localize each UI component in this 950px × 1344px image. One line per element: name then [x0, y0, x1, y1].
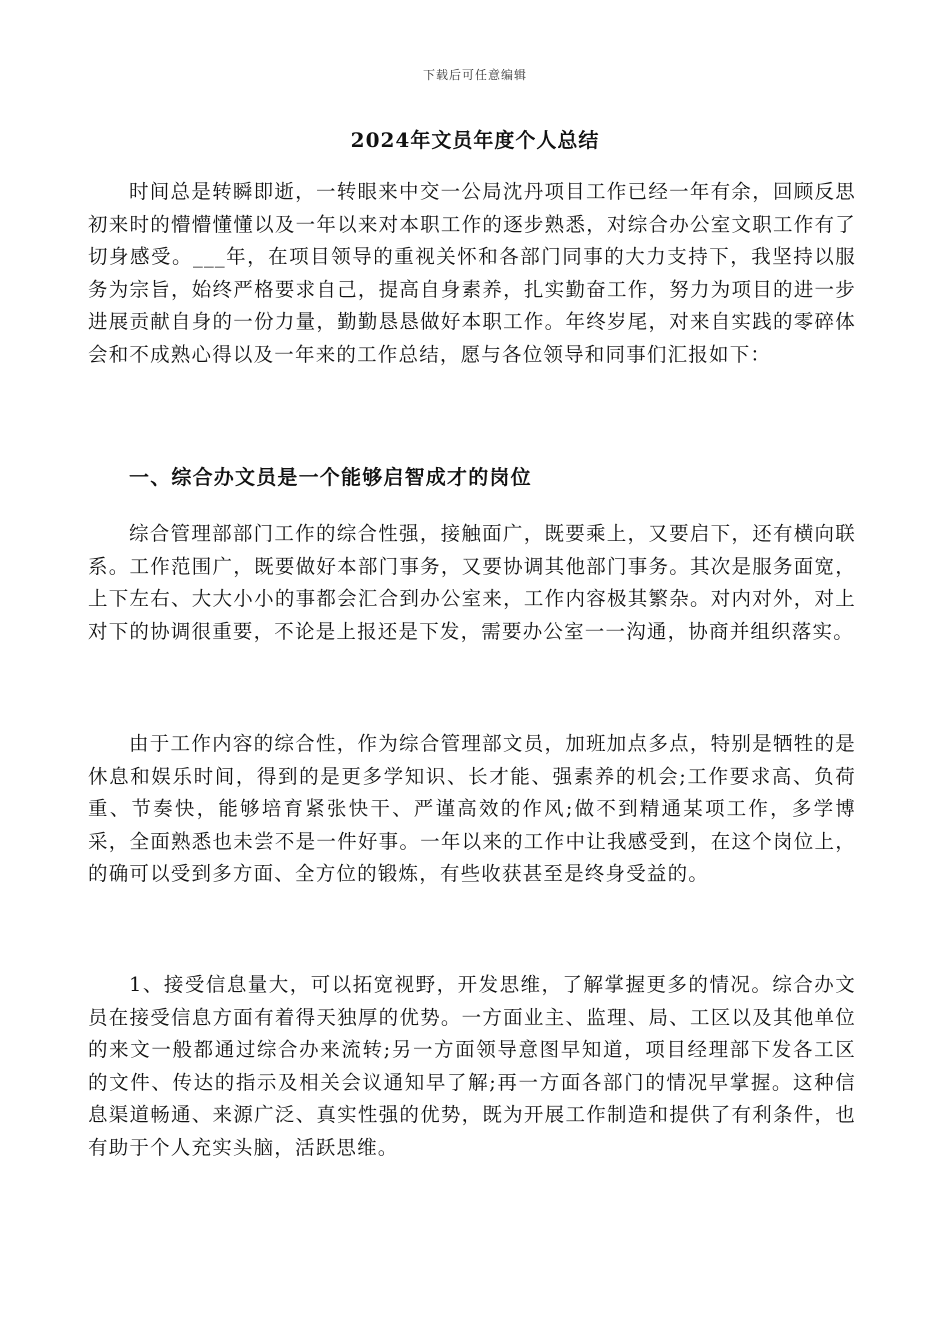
paragraph-work-nature: 由于工作内容的综合性，作为综合管理部文员，加班加点多点，特别是牺牲的是休息和娱乐时间，得到的是更多学知识、长才能、强素养的机会;工作要求高、负荷重、节奏快，能够培育紧张快干、严谨高效的作风;做不到精通某项工作，多学博采，全面熟悉也未尝不是一件好事。一年以来的工作中让我感受到，在这个岗位上，的确可以受到多方面、全方位的锻炼，有些收获甚至是终身受益的。 — [88, 732, 856, 885]
paragraph-intro: 时间总是转瞬即逝，一转眼来中交一公局沈丹项目工作已经一年有余，回顾反思初来时的懵懵懂懂以及一年以来对本职工作的逐步熟悉，对综合办公室文职工作有了切身感受。___年，在项目领导的重视关怀和各部门同事的大力支持下，我坚持以服务为宗旨，始终严格要求自己，提高自身素养，扎实勤奋工作，努力为项目的进一步进展贡献自身的一份力量，勤勤恳恳做好本职工作。年终岁尾，对来自实践的零碎体会和不成熟心得以及一年来的工作总结，愿与各位领导和同事们汇报如下： — [88, 180, 856, 366]
header-note: 下载后可任意编辑 — [422, 68, 527, 82]
paragraph-information-advantage: 1、接受信息量大，可以拓宽视野，开发思维，了解掌握更多的情况。综合办文员在接受信息方面有着得天独厚的优势。一方面业主、监理、局、工区以及其他单位的来文一般都通过综合办来流转;另一方面领导意图早知道，项目经理部下发各工区的文件、传达的指示及相关会议通知早了解;再一方面各部门的情况早掌握。这种信息渠道畅通、来源广泛、真实性强的优势，既为开展工作制造和提供了有利条件，也有助于个人充实头脑，活跃思维。 — [88, 973, 856, 1159]
document-title: 2024年文员年度个人总结 — [350, 128, 600, 152]
paragraph-department-work: 综合管理部部门工作的综合性强，接触面广，既要乘上，又要启下，还有横向联系。工作范围广，既要做好本部门事务，又要协调其他部门事务。其次是服务面宽，上下左右、大大小小的事都会汇合到办公室来，工作内容极其繁杂。对内对外，对上对下的协调很重要，不论是上报还是下发，需要办公室一一沟通，协商并组织落实。 — [88, 522, 856, 643]
section-heading-1: 一、综合办文员是一个能够启智成才的岗位 — [129, 465, 532, 489]
